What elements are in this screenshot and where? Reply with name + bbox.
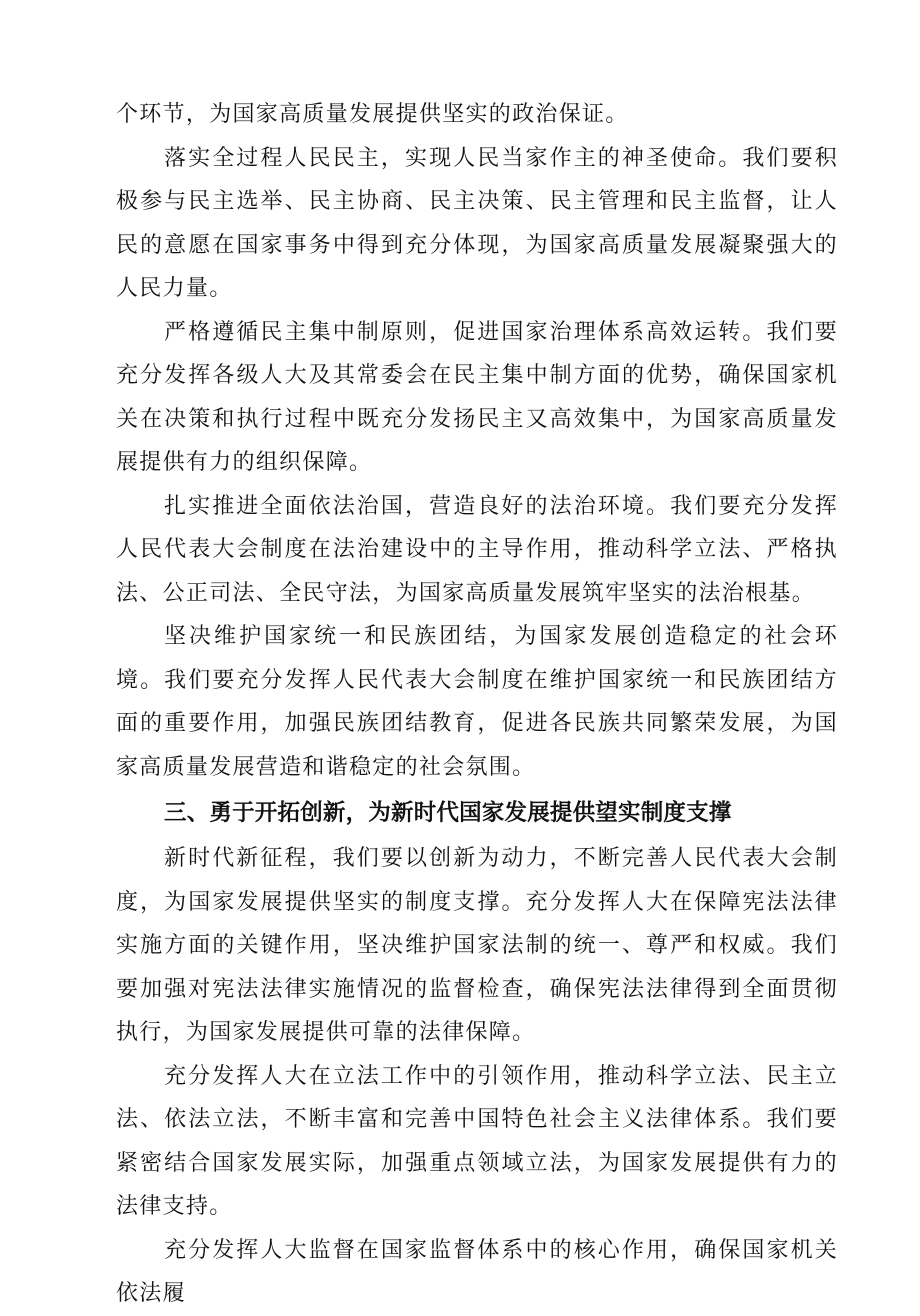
paragraph-rule-of-law: 扎实推进全面依法治国，营造良好的法治环境。我们要充分发挥人民代表大会制度在法治建设中的主导作用，推动科学立法、严格执法、公正司法、全民守法，为国家高质量发展筑牢坚实的法治根基。 [116,493,838,606]
paragraph-continuation: 个环节，为国家高质量发展提供坚实的政治保证。 [116,102,629,127]
paragraph-democratic-centralism: 严格遵循民主集中制原则，促进国家治理体系高效运转。我们要充分发挥各级人大及其常委会在民主集中制方面的优势，确保国家机关在决策和执行过程中既充分发扬民主又高效集中，为国家高质量发展提供有力的组织保障。 [116,319,838,475]
paragraph-legislation: 充分发挥人大在立法工作中的引领作用，推动科学立法、民主立法、依法立法，不断丰富和完善中国特色社会主义法律体系。我们要紧密结合国家发展实际，加强重点领域立法，为国家发展提供有力的法律支持。 [116,1063,838,1219]
paragraph-national-unity: 坚决维护国家统一和民族团结，为国家发展创造稳定的社会环境。我们要充分发挥人民代表大会制度在维护国家统一和民族团结方面的重要作用，加强民族团结教育，促进各民族共同繁荣发展，为国家高质量发展营造和谐稳定的社会氛围。 [116,624,838,780]
paragraph-innovation: 新时代新征程，我们要以创新为动力，不断完善人民代表大会制度，为国家发展提供坚实的制度支撑。充分发挥人大在保障宪法法律实施方面的关键作用，坚决维护国家法制的统一、尊严和权威。我们要加强对宪法法律实施情况的监督检查，确保宪法法律得到全面贯彻执行，为国家发展提供可靠的法律保障。 [116,846,838,1045]
paragraph-whole-process-democracy: 落实全过程人民民主，实现人民当家作主的神圣使命。我们要积极参与民主选举、民主协商、民主决策、民主管理和民主监督，让人民的意愿在国家事务中得到充分体现，为国家高质量发展凝聚强大的人民力量。 [116,145,838,301]
paragraph-supervision: 充分发挥人大监督在国家监督体系中的核心作用，确保国家机关依法履 [116,1237,838,1306]
section-heading: 三、勇于开拓创新，为新时代国家发展提供望实制度支撑 [164,800,732,826]
document-body [116,93,838,1316]
